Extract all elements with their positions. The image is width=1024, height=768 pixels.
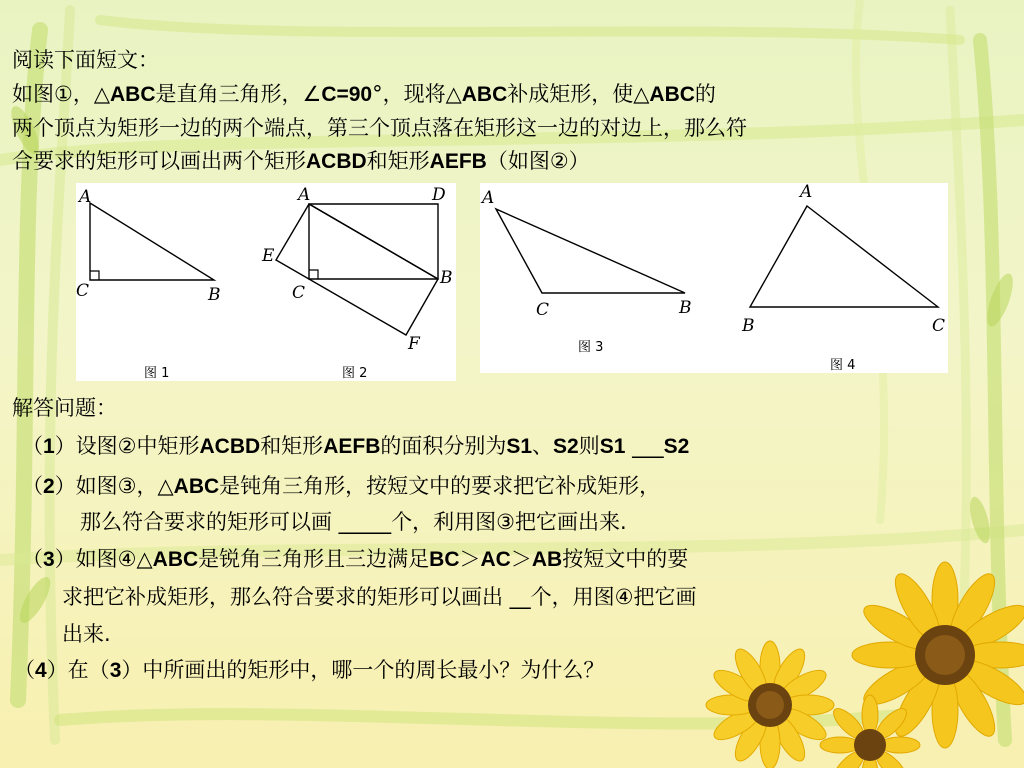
text-run-bold: BC xyxy=(429,548,460,571)
text-run: （ xyxy=(22,474,43,498)
label-a: A xyxy=(79,187,92,207)
text-run-bold: ABC xyxy=(649,83,695,106)
text-run-bold: ABC xyxy=(173,475,220,498)
text-run-bold: 2 xyxy=(43,475,55,498)
right-angle-marker xyxy=(90,271,99,280)
text-run: 和矩形 xyxy=(260,434,324,458)
text-run: ）如图③，△ xyxy=(54,474,174,498)
intro-paragraph-line-1 xyxy=(12,80,716,109)
text-run: 是钝角三角形，按短文中的要求把它补成矩形， xyxy=(219,474,661,498)
text-run: 、 xyxy=(532,434,554,458)
label-c: C xyxy=(536,300,550,320)
text-run-bold: S2 xyxy=(663,435,690,458)
text-run-bold: C=90 xyxy=(321,83,373,106)
label-a: A xyxy=(298,185,311,205)
text-run: °，现将△ xyxy=(372,82,462,106)
text-run: 的面积分别为 xyxy=(380,434,507,458)
text-run: ）如图④△ xyxy=(54,547,153,571)
text-run: 合要求的矩形可以画出两个矩形 xyxy=(12,149,306,173)
figure-4-acute-triangle xyxy=(750,206,938,307)
label-b: B xyxy=(208,285,221,305)
figure-3-caption: 图 3 xyxy=(578,340,604,355)
text-run-bold: AEFB xyxy=(429,150,487,173)
text-run: ）在（ xyxy=(46,658,110,682)
text-run: （ xyxy=(14,658,35,682)
answer-blank: ___ xyxy=(625,434,664,458)
question-2-line-2: 那么符合要求的矩形可以画 _____个，利用图③把它画出来. xyxy=(80,510,627,534)
label-c: C xyxy=(76,281,90,301)
text-run-bold: ACBD xyxy=(306,150,367,173)
figures-3-4-drawing xyxy=(480,183,948,373)
text-run: ＞ xyxy=(459,547,481,571)
question-3-line-1 xyxy=(22,545,688,574)
text-run: 如图①，△ xyxy=(12,82,110,106)
question-4 xyxy=(14,656,604,685)
text-run-bold: S1 xyxy=(599,435,626,458)
figure-3-obtuse-triangle xyxy=(496,209,685,293)
label-b: B xyxy=(679,298,692,318)
questions-heading: 解答问题： xyxy=(12,396,117,420)
text-run: ＞ xyxy=(510,547,532,571)
intro-paragraph-line-3 xyxy=(12,147,590,176)
text-run-bold: 3 xyxy=(43,548,55,571)
label-c: C xyxy=(932,316,946,336)
text-run: 按短文中的要 xyxy=(562,547,689,571)
label-c: C xyxy=(292,283,306,303)
label-b: B xyxy=(440,268,453,288)
figure-2 xyxy=(276,204,438,335)
text-run-bold: S1 xyxy=(506,435,533,458)
text-run-bold: AEFB xyxy=(323,435,381,458)
text-run-bold: AC xyxy=(480,548,511,571)
text-run-bold: 3 xyxy=(109,659,122,682)
label-a: A xyxy=(800,183,813,202)
text-run: 是锐角三角形且三边满足 xyxy=(198,547,430,571)
figure-1 xyxy=(90,203,214,280)
intro-heading: 阅读下面短文： xyxy=(12,48,159,72)
text-run: 的 xyxy=(694,82,716,106)
label-b: B xyxy=(742,316,755,336)
label-f: F xyxy=(408,334,420,354)
rectangle-aefb xyxy=(276,204,438,335)
text-run: （ xyxy=(22,547,43,571)
text-run: 是直角三角形，∠ xyxy=(155,82,322,106)
question-3-line-3: 出来. xyxy=(62,622,111,646)
text-run-bold: AB xyxy=(531,548,563,571)
text-run-bold: ABC xyxy=(152,548,199,571)
text-run: 补成矩形，使△ xyxy=(507,82,650,106)
text-run-bold: ABC xyxy=(109,83,156,106)
figure-2-caption: 图 2 xyxy=(342,366,368,381)
label-a: A xyxy=(482,188,495,208)
figure-1-caption: 图 1 xyxy=(144,366,170,381)
figure-4-caption: 图 4 xyxy=(830,358,856,373)
figures-1-2-panel xyxy=(76,183,456,381)
text-run-bold: S2 xyxy=(553,435,579,458)
text-run: 和矩形 xyxy=(366,149,430,173)
question-2-line-1 xyxy=(22,472,660,501)
text-run-bold: 4 xyxy=(35,659,47,682)
text-run-bold: 1 xyxy=(43,435,55,458)
right-angle-marker xyxy=(309,270,318,279)
question-1 xyxy=(22,432,689,461)
triangle-abc xyxy=(90,203,214,280)
text-run: ）设图②中矩形 xyxy=(54,434,200,458)
text-run-bold: ACBD xyxy=(199,435,261,458)
text-run: （ xyxy=(22,434,43,458)
label-d: D xyxy=(432,185,446,205)
figures-3-4-panel xyxy=(480,183,948,373)
text-run: 则 xyxy=(578,434,600,458)
figures-1-2-drawing xyxy=(76,183,456,381)
text-run-bold: ABC xyxy=(461,83,508,106)
sunflower-decoration xyxy=(706,562,1024,768)
text-run: ）中所画出的矩形中，哪一个的周长最小？为什么？ xyxy=(121,658,605,682)
question-3-line-2: 求把它补成矩形，那么符合要求的矩形可以画出 __个，用图④把它画 xyxy=(62,585,697,609)
intro-paragraph-line-2: 两个顶点为矩形一边的两个端点，第三个顶点落在矩形这一边的对边上，那么符 xyxy=(12,116,747,140)
label-e: E xyxy=(262,246,275,266)
text-run: （如图②） xyxy=(486,149,590,173)
